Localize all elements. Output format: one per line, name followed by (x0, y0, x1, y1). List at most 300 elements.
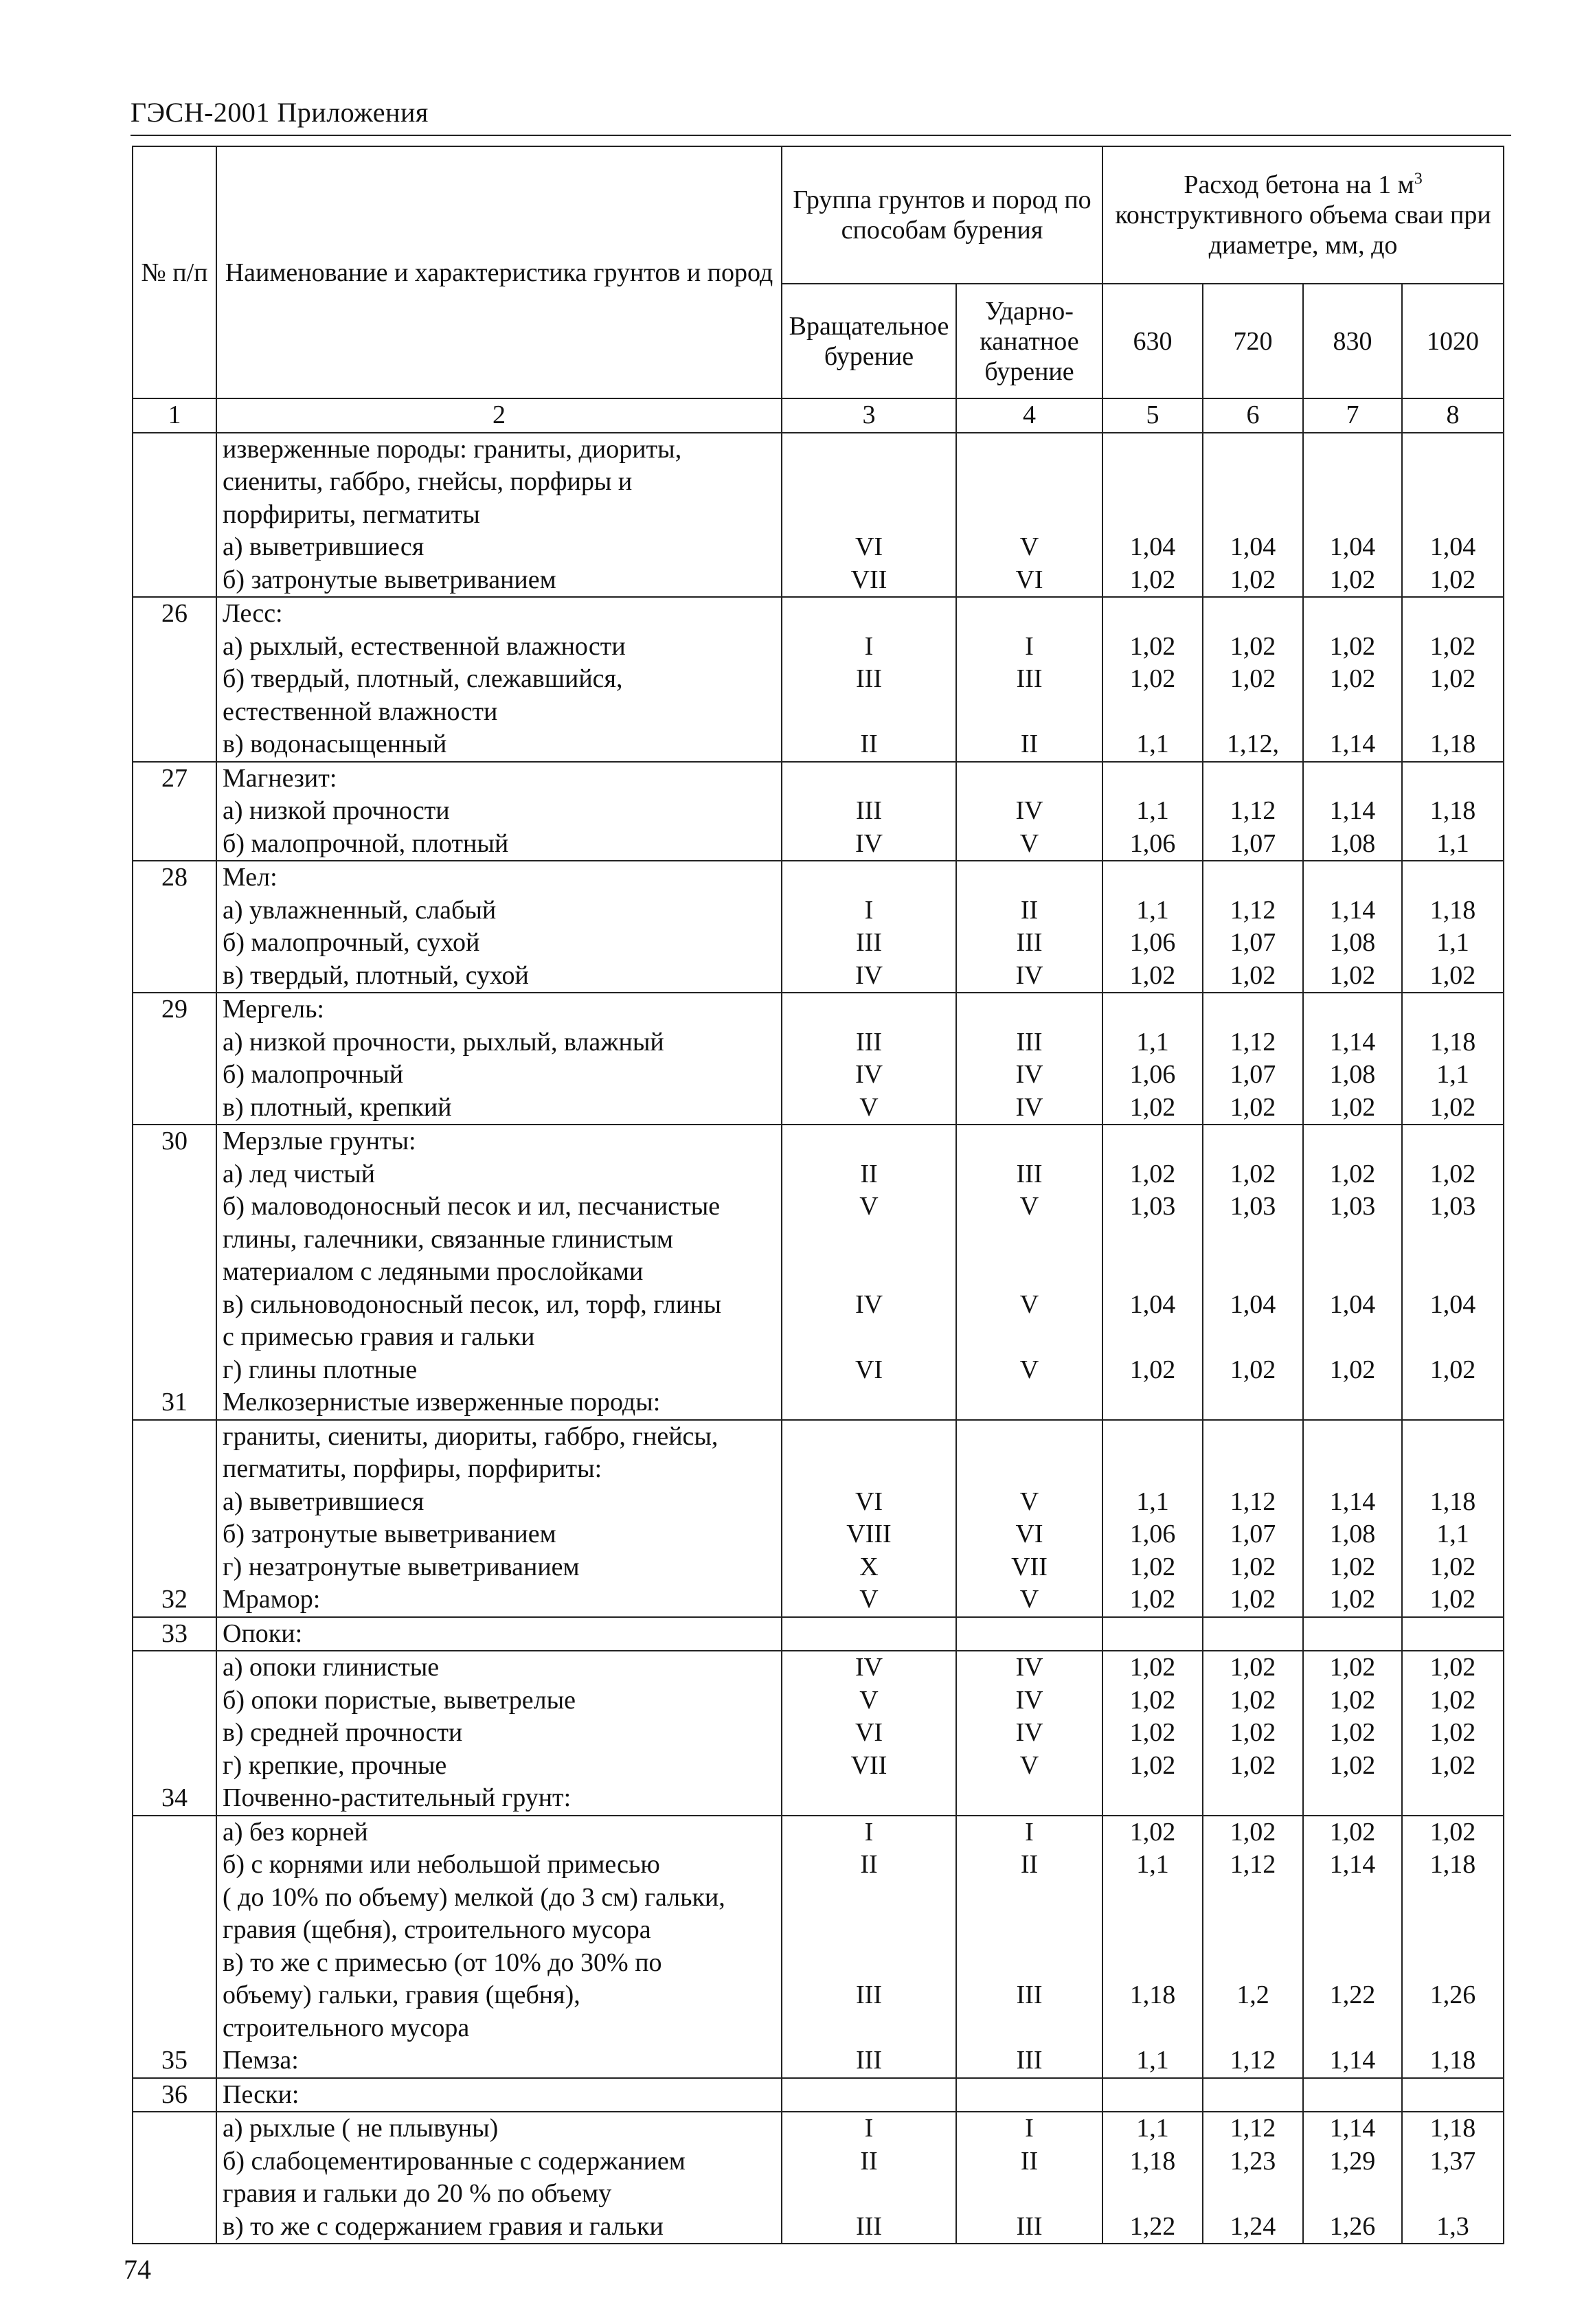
impact-group-line (962, 1453, 1096, 1486)
rotary-group (782, 993, 956, 1125)
impact-group (956, 597, 1102, 762)
consumption-value (1303, 597, 1402, 762)
row-number-line (139, 1486, 210, 1519)
impact-group-line: V (1019, 1355, 1039, 1384)
header-concrete-consumption (1102, 146, 1504, 284)
consumption-value-line (1408, 763, 1497, 796)
consumption-value-line: 1,06 (1129, 1520, 1176, 1548)
row-number (133, 2078, 216, 2112)
rotary-group-line: VI (855, 1487, 883, 1516)
consumption-value (1303, 1617, 1402, 1651)
consumption-value-line: 1,18 (1429, 2114, 1476, 2143)
consumption-value (1203, 762, 1303, 861)
impact-group-line (962, 1256, 1096, 1289)
impact-group-line: I (1025, 2114, 1034, 2143)
header-row-number: № п/п (133, 146, 216, 398)
row-number-line (139, 1717, 210, 1750)
soil-name-line: объему) гальки, гравия (щебня), (223, 1981, 580, 2009)
rotary-group-line: V (859, 1192, 879, 1221)
rotary-group-line (788, 861, 950, 894)
consumption-value-line: 1,07 (1230, 928, 1276, 957)
rotary-group (782, 2112, 956, 2244)
rotary-group-line (788, 433, 950, 466)
soil-name-line: гравия и гальки до 20 % по объему (223, 2179, 612, 2208)
row-number (133, 861, 216, 993)
impact-group-line: III (1016, 1981, 1043, 2009)
rotary-group (782, 1651, 956, 1816)
consumption-value-line (1309, 1882, 1396, 1915)
consumption-value-line (1109, 1882, 1197, 1915)
consumption-value-line (1408, 1618, 1497, 1651)
consumption-value (1203, 993, 1303, 1125)
rotary-group-line (788, 1321, 950, 1354)
consumption-value-line: 1,04 (1230, 1289, 1276, 1319)
soil-name-line: а) рыхлый, естественной влажности (223, 631, 626, 661)
impact-group-line (962, 1618, 1096, 1651)
column-number: 3 (782, 398, 956, 433)
impact-group-line: III (1016, 928, 1043, 957)
header-rotary-drilling: Вращательное бурение (782, 284, 956, 398)
consumption-value-line (1209, 2178, 1297, 2211)
impact-group-line: III (1016, 2046, 1043, 2075)
consumption-value-line (1209, 1386, 1297, 1419)
consumption-value-line (1109, 696, 1197, 729)
row-number (133, 1651, 216, 1816)
impact-group-line: II (1020, 895, 1039, 925)
consumption-value-line (1109, 1386, 1197, 1419)
consumption-value-line (1109, 2178, 1197, 2211)
rotary-group-line: III (856, 796, 882, 825)
row-number-line (139, 663, 210, 696)
consumption-value-line (1408, 598, 1497, 631)
soil-name-line: б) малопрочный, сухой (223, 928, 480, 957)
consumption-value-line: 1,02 (1129, 1092, 1176, 1122)
consumption-value-line: 1,1 (1136, 1850, 1169, 1879)
consumption-value-line: 1,29 (1329, 2146, 1376, 2176)
impact-group-line: V (1019, 1487, 1039, 1516)
consumption-value (1303, 1420, 1402, 1617)
rotary-group-line (788, 993, 950, 1026)
row-number-line: 31 (161, 1388, 188, 1417)
consumption-value-line: 1,02 (1429, 960, 1476, 990)
row-number-line: 32 (161, 1585, 188, 1614)
rotary-group-line: IV (855, 1289, 883, 1319)
consumption-value-line: 1,1 (1136, 1487, 1169, 1516)
consumption-value-line: 1,08 (1329, 1060, 1376, 1089)
consumption-value-line (1408, 466, 1497, 499)
consumption-value-line (1309, 1947, 1396, 1980)
soil-name (216, 1125, 782, 1420)
consumption-value-line (1109, 1914, 1197, 1947)
consumption-value-line (1109, 1453, 1197, 1486)
consumption-value-line: 1,26 (1329, 2211, 1376, 2241)
consumption-value (1203, 433, 1303, 598)
soil-name-line: в) плотный, крепкий (223, 1092, 452, 1122)
rotary-group-line: III (856, 1981, 882, 2009)
consumption-value-line: 1,1 (1136, 895, 1169, 925)
consumption-value-line (1209, 1453, 1297, 1486)
row-number-line (139, 2211, 210, 2244)
consumption-value-line (1109, 763, 1197, 796)
consumption-value-line (1109, 433, 1197, 466)
consumption-value-line: 1,18 (1129, 1981, 1176, 2009)
rotary-group-line (788, 1421, 950, 1454)
row-number-line: 28 (161, 863, 188, 892)
column-number: 4 (956, 398, 1102, 433)
row-number-line (139, 433, 210, 466)
soil-name-line: Мел: (223, 863, 278, 892)
soil-name (216, 1420, 782, 1617)
consumption-value-line (1209, 1223, 1297, 1256)
soil-name-line: Почвенно-растительный грунт: (223, 1783, 572, 1812)
soil-name-line: б) маловодоносный песок и ил, песчанистые (223, 1192, 721, 1221)
soil-name-line: в) то же с примесью (от 10% до 30% по (223, 1948, 662, 1977)
table-row (133, 2078, 1504, 2112)
rotary-group-line: VIII (846, 1520, 892, 1548)
row-number (133, 993, 216, 1125)
impact-group-line (962, 2012, 1096, 2045)
rotary-group-line (788, 466, 950, 499)
consumption-value-line: 1,12 (1230, 1487, 1276, 1516)
column-number: 5 (1102, 398, 1203, 433)
consumption-value-line (1408, 2079, 1497, 2112)
table-row (133, 1617, 1504, 1651)
row-number-line (139, 2012, 210, 2045)
consumption-value (1303, 993, 1402, 1125)
table-row (133, 433, 1504, 598)
rotary-group-line: VI (855, 532, 883, 561)
consumption-value-line (1309, 2079, 1396, 2112)
consumption-value-line (1209, 499, 1297, 532)
consumption-value-line: 1,02 (1429, 1159, 1476, 1188)
row-number-line (139, 1191, 210, 1223)
rotary-group-line: IV (855, 1653, 883, 1682)
consumption-value (1203, 861, 1303, 993)
consumption-value-line: 1,02 (1230, 1355, 1276, 1384)
soil-name-line: в) твердый, плотный, сухой (223, 960, 529, 990)
impact-group-line: IV (1015, 1653, 1043, 1682)
row-number-line: 33 (161, 1618, 188, 1648)
row-number-line (139, 1914, 210, 1947)
consumption-value-line: 1,02 (1429, 664, 1476, 693)
consumption-value (1402, 2078, 1504, 2112)
consumption-value-line (1408, 1223, 1497, 1256)
rotary-group (782, 861, 956, 993)
consumption-value (1402, 2112, 1504, 2244)
consumption-value-line (1209, 433, 1297, 466)
consumption-value-line: 1,07 (1230, 1060, 1276, 1089)
header-d630: 630 (1102, 284, 1203, 398)
consumption-value (1102, 597, 1203, 762)
consumption-value-line (1408, 2012, 1497, 2045)
consumption-value-line (1109, 1421, 1197, 1454)
rotary-group (782, 433, 956, 598)
consumption-value-line: 1,18 (1129, 2146, 1176, 2176)
consumption-value-line: 1,02 (1329, 631, 1376, 661)
soil-name (216, 762, 782, 861)
consumption-value-line: 1,03 (1230, 1192, 1276, 1221)
rotary-group-line: VII (850, 565, 887, 594)
row-number-line (139, 2145, 210, 2178)
row-number-line (139, 499, 210, 532)
soil-name-line: а) рыхлые ( не плывуны) (223, 2114, 499, 2143)
impact-group-line: I (1025, 631, 1034, 661)
consumption-value-line: 1,02 (1230, 960, 1276, 990)
consumption-value-line: 1,1 (1136, 2046, 1169, 2075)
row-number-line: 27 (161, 763, 188, 793)
consumption-value (1203, 2112, 1303, 2244)
rotary-group-line: IV (855, 828, 883, 858)
soil-name-line: а) лед чистый (223, 1159, 375, 1188)
consumption-value-line: 1,03 (1129, 1192, 1176, 1221)
impact-group-line: VII (1011, 1552, 1048, 1581)
row-number-line (139, 1750, 210, 1783)
consumption-value-line: 1,12 (1230, 1850, 1276, 1879)
consumption-value-line: 1,03 (1329, 1192, 1376, 1221)
impact-group-line (962, 1321, 1096, 1354)
consumption-value-line (1309, 2178, 1396, 2211)
impact-group (956, 1125, 1102, 1420)
soil-name-line: с примесью гравия и гальки (223, 1322, 535, 1351)
row-number-line (139, 1223, 210, 1256)
soil-name-line: б) малопрочной, плотный (223, 828, 509, 858)
impact-group-line: II (1020, 2146, 1039, 2176)
row-number-line: 35 (161, 2046, 188, 2075)
consumption-value-line: 1,02 (1129, 1585, 1176, 1614)
consumption-value-line (1408, 1125, 1497, 1158)
consumption-value-line (1209, 1125, 1297, 1158)
consumption-value-line: 1,02 (1429, 1355, 1476, 1384)
rotary-group-line (788, 1453, 950, 1486)
consumption-value-line: 1,02 (1230, 1653, 1276, 1682)
consumption-value-line (1109, 598, 1197, 631)
column-number: 6 (1203, 398, 1303, 433)
header-impact-drilling: Ударно-канатное бурение (956, 284, 1102, 398)
consumption-value-line: 1,02 (1329, 960, 1376, 990)
column-number: 1 (133, 398, 216, 433)
row-number-line (139, 1816, 210, 1849)
consumption-value-line: 1,02 (1230, 631, 1276, 661)
consumption-value-line (1309, 598, 1396, 631)
consumption-value-line: 1,02 (1329, 1585, 1376, 1614)
consumption-value-line (1209, 1914, 1297, 1947)
table-row (133, 1125, 1504, 1420)
row-number-line (139, 1453, 210, 1486)
impact-group (956, 2112, 1102, 2244)
consumption-value-line (1408, 433, 1497, 466)
row-number-line (139, 1256, 210, 1289)
rotary-group (782, 597, 956, 762)
soil-name-line: сиениты, габбро, гнейсы, порфиры и (223, 467, 633, 496)
impact-group-line: VI (1015, 565, 1043, 594)
soil-name-line: б) с корнями или небольшой примесью (223, 1850, 660, 1879)
consumption-value-line: 1,02 (1329, 565, 1376, 594)
consumption-value-line: 1,02 (1230, 1685, 1276, 1715)
concrete-consumption-table (132, 146, 1504, 2244)
consumption-value (1102, 433, 1203, 598)
soil-name-line: строительного мусора (223, 2013, 470, 2042)
consumption-value-line: 1,02 (1329, 1750, 1376, 1780)
impact-group-line: V (1019, 1192, 1039, 1221)
table-row (133, 861, 1504, 993)
consumption-value (1203, 1651, 1303, 1816)
soil-name-line: б) затронутые выветриванием (223, 565, 556, 594)
impact-group-line (962, 861, 1096, 894)
consumption-value-line: 1,22 (1129, 2211, 1176, 2241)
consumption-value (1102, 861, 1203, 993)
impact-group (956, 762, 1102, 861)
consumption-value-line (1209, 1947, 1297, 1980)
rotary-group-line: I (864, 2114, 874, 2143)
soil-name-line: б) слабоцементированные с содержанием (223, 2146, 686, 2176)
consumption-value-line (1408, 993, 1497, 1026)
consumption-value-line: 1,02 (1429, 1653, 1476, 1682)
row-number-line (139, 1979, 210, 2012)
consumption-value-line: 1,1 (1136, 2114, 1169, 2143)
consumption-value-line: 1,14 (1329, 1487, 1376, 1516)
soil-name (216, 2112, 782, 2244)
consumption-value-line: 1,14 (1329, 2114, 1376, 2143)
row-number-line (139, 2178, 210, 2211)
consumption-value-line: 1,18 (1429, 895, 1476, 925)
consumption-value-line: 1,14 (1329, 2046, 1376, 2075)
header-d830: 830 (1303, 284, 1402, 398)
row-number-line (139, 466, 210, 499)
consumption-value-line (1209, 993, 1297, 1026)
header-soil-group: Группа грунтов и пород по способам бурения (782, 146, 1102, 284)
consumption-value-line (1109, 1947, 1197, 1980)
soil-name (216, 1816, 782, 2078)
rotary-group-line (788, 1125, 950, 1158)
consumption-value-line (1309, 1914, 1396, 1947)
soil-name-line: а) увлажненный, слабый (223, 895, 497, 925)
row-number-line (139, 960, 210, 993)
consumption-value (1102, 762, 1203, 861)
consumption-value-line: 1,14 (1329, 730, 1376, 758)
impact-group-line (962, 1421, 1096, 1454)
consumption-value (1203, 1816, 1303, 2078)
impact-group-line: IV (1015, 1685, 1043, 1715)
consumption-value-line: 1,02 (1329, 1653, 1376, 1682)
consumption-value-line (1408, 499, 1497, 532)
impact-group-line (962, 2079, 1096, 2112)
consumption-value-line (1408, 1882, 1497, 1915)
consumption-value-line: 1,08 (1329, 1520, 1376, 1548)
soil-name-line: граниты, сиениты, диориты, габбро, гнейсы, (223, 1421, 719, 1451)
row-number-line (139, 564, 210, 597)
impact-group-line (962, 696, 1096, 729)
consumption-value-line (1109, 993, 1197, 1026)
rotary-group-line: I (864, 631, 874, 661)
rotary-group-line (788, 2012, 950, 2045)
consumption-value-line (1408, 2178, 1497, 2211)
consumption-value-line: 1,18 (1429, 1850, 1476, 1879)
rotary-group (782, 2078, 956, 2112)
consumption-value-line: 1,02 (1429, 1552, 1476, 1581)
consumption-value (1402, 1125, 1504, 1420)
header-consumption-sup: 3 (1414, 170, 1423, 188)
consumption-value-line: 1,08 (1329, 828, 1376, 858)
consumption-value (1102, 1617, 1203, 1651)
row-number-line (139, 927, 210, 960)
soil-name-line: а) низкой прочности, рыхлый, влажный (223, 1027, 664, 1057)
soil-name (216, 1617, 782, 1651)
soil-name-line: Мергель: (223, 995, 324, 1024)
rotary-group-line: III (856, 928, 882, 957)
consumption-value-line: 1,02 (1230, 1092, 1276, 1122)
consumption-value (1303, 861, 1402, 993)
consumption-value-line (1309, 433, 1396, 466)
rotary-group-line: I (864, 895, 874, 925)
rotary-group-line: V (859, 1685, 879, 1715)
row-number-line (139, 1947, 210, 1980)
consumption-value-line (1209, 696, 1297, 729)
consumption-value-line: 1,14 (1329, 1027, 1376, 1057)
consumption-value-line: 1,02 (1129, 631, 1176, 661)
consumption-value-line: 1,03 (1429, 1192, 1476, 1221)
consumption-value-line (1309, 861, 1396, 894)
impact-group (956, 1420, 1102, 1617)
soil-name (216, 597, 782, 762)
consumption-value-line: 1,37 (1429, 2146, 1476, 2176)
rotary-group-line (788, 1782, 950, 1815)
row-number-line (139, 1321, 210, 1354)
row-number-line (139, 1684, 210, 1717)
table-row (133, 1651, 1504, 1816)
consumption-value-line (1309, 1125, 1396, 1158)
table-row (133, 762, 1504, 861)
consumption-value-line: 1,04 (1429, 1289, 1476, 1319)
rotary-group-line (788, 598, 950, 631)
consumption-value-line (1309, 1223, 1396, 1256)
consumption-value-line (1309, 1782, 1396, 1815)
consumption-value-line: 1,02 (1429, 1585, 1476, 1614)
row-number-line (139, 894, 210, 927)
consumption-value-line: 1,3 (1436, 2211, 1469, 2241)
consumption-value-line: 1,08 (1329, 928, 1376, 957)
impact-group (956, 433, 1102, 598)
consumption-value-line: 1,12, (1227, 730, 1279, 758)
impact-group-line (962, 763, 1096, 796)
soil-name-line: в) сильноводоносный песок, ил, торф, глины (223, 1289, 722, 1319)
consumption-value-line: 1,02 (1429, 1750, 1476, 1780)
consumption-value-line: 1,24 (1230, 2211, 1276, 2241)
consumption-value (1203, 2078, 1303, 2112)
row-number-line (139, 795, 210, 828)
row-number (133, 433, 216, 598)
consumption-value-line (1209, 1321, 1297, 1354)
row-number-line (139, 1421, 210, 1454)
consumption-value-line: 1,12 (1230, 2114, 1276, 2143)
row-number-line (139, 1518, 210, 1551)
consumption-value (1203, 1617, 1303, 1651)
rotary-group-line (788, 1223, 950, 1256)
consumption-value-line (1109, 499, 1197, 532)
consumption-value-line: 1,04 (1129, 1289, 1176, 1319)
consumption-value (1102, 2112, 1203, 2244)
consumption-value-line (1209, 1421, 1297, 1454)
row-number-line: 29 (161, 995, 188, 1024)
consumption-value-line: 1,06 (1129, 828, 1176, 858)
row-number (133, 1617, 216, 1651)
rotary-group-line (788, 763, 950, 796)
impact-group-line: I (1025, 1817, 1034, 1847)
consumption-value-line (1408, 1421, 1497, 1454)
rotary-group-line (788, 696, 950, 729)
impact-group-line (962, 433, 1096, 466)
rotary-group-line: III (856, 2211, 882, 2241)
consumption-value-line: 1,22 (1329, 1981, 1376, 2009)
